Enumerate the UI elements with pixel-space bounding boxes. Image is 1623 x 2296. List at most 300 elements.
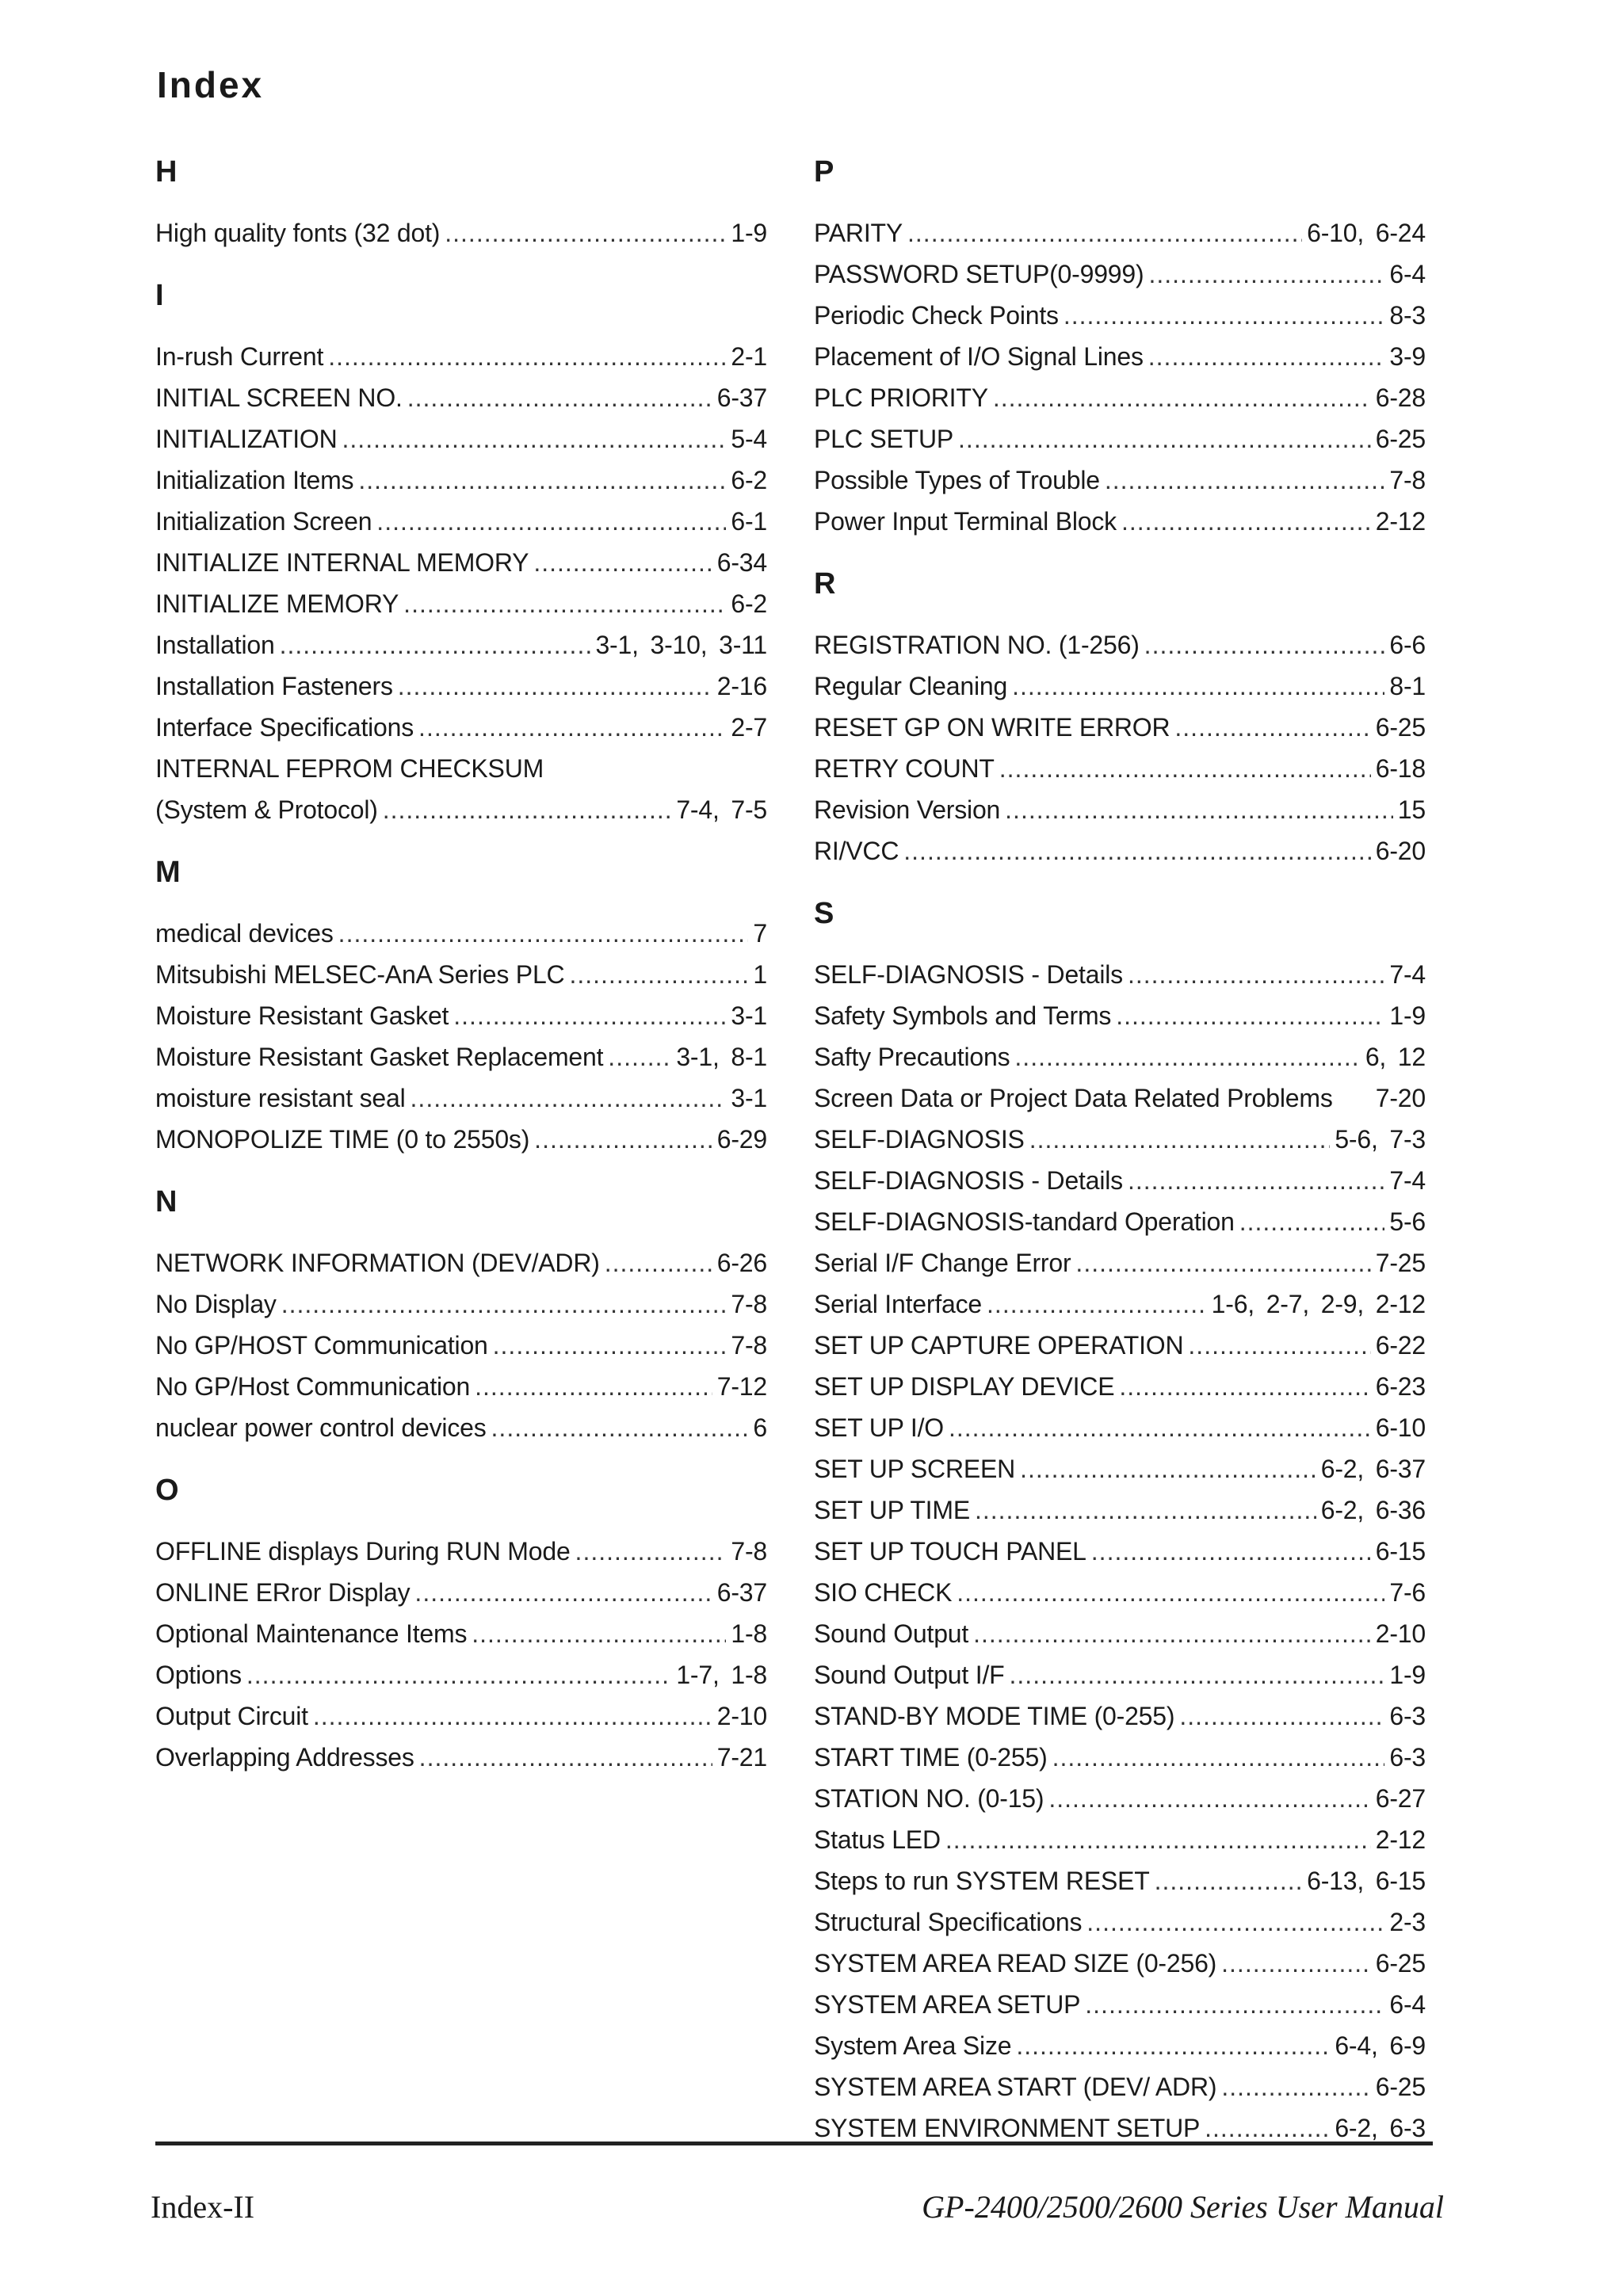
index-entry: [814, 1366, 1426, 1407]
dot-leader: [533, 542, 712, 583]
section-letter: S: [814, 897, 834, 930]
index-entry: [814, 1407, 1426, 1448]
section-gap: [155, 1160, 767, 1180]
index-entry-page: 1-7, 1-8: [676, 1661, 767, 1689]
page-title: Index: [157, 64, 265, 105]
index-entry-term: SIO CHECK: [814, 1578, 953, 1607]
dot-leader: [1014, 1036, 1360, 1077]
index-entry-term: NETWORK INFORMATION (DEV/ADR): [155, 1249, 600, 1277]
index-entry-term: SELF-DIAGNOSIS-tandard Operation: [814, 1207, 1235, 1236]
index-entry-page: 3-9: [1389, 342, 1426, 371]
index-entry: [814, 1860, 1426, 1901]
index-entry-term: SET UP DISPLAY DEVICE: [814, 1372, 1115, 1401]
index-entry-page: 7-21: [716, 1743, 767, 1772]
section-gap: [155, 830, 767, 851]
dot-leader: [1029, 1119, 1331, 1160]
index-entry: [814, 1901, 1426, 1943]
index-entry: [155, 1242, 767, 1283]
index-entry-term: RESET GP ON WRITE ERROR: [814, 713, 1170, 742]
index-entry: [814, 1160, 1426, 1201]
dot-leader: [1010, 1654, 1385, 1695]
index-entry-term: No GP/HOST Communication: [155, 1331, 488, 1360]
index-entry: [155, 789, 767, 830]
index-entry: [155, 1572, 767, 1613]
index-entry: [814, 1242, 1426, 1283]
footer-manual-title: GP-2400/2500/2600 Series User Manual: [922, 2189, 1444, 2225]
section-letter: R: [814, 567, 836, 601]
index-entry-page: 6-6: [1389, 631, 1426, 659]
dot-leader: [1075, 1242, 1370, 1283]
index-entry-page: 6-4, 6-9: [1335, 2031, 1426, 2060]
index-entry-term: medical devices: [155, 919, 334, 948]
footer-rule: [155, 2142, 1433, 2145]
dot-leader: [403, 583, 726, 624]
dot-leader: [338, 913, 749, 954]
index-entry: [814, 1201, 1426, 1242]
index-entry-term: Output Circuit: [155, 1702, 308, 1730]
index-entry: [155, 501, 767, 542]
index-entry-page: 6-25: [1375, 713, 1426, 742]
index-entry-term: Installation Fasteners: [155, 672, 393, 700]
index-entry-page: 6-37: [716, 1578, 767, 1607]
index-entry-term: SYSTEM AREA READ SIZE (0-256): [814, 1949, 1217, 1978]
index-entry-page: 7-4: [1389, 960, 1426, 989]
dot-leader: [569, 954, 748, 995]
index-entry-term: Regular Cleaning: [814, 672, 1008, 700]
index-entry-page: 6-2: [731, 466, 767, 494]
index-entry-page: 7-8: [731, 1290, 767, 1318]
index-entry: [155, 336, 767, 377]
index-entry-page: 1-8: [731, 1619, 767, 1648]
index-entry: [814, 1119, 1426, 1160]
dot-leader: [907, 212, 1302, 254]
index-entry-page: 6-29: [716, 1125, 767, 1154]
dot-leader: [411, 1077, 727, 1119]
dot-leader: [993, 377, 1371, 418]
index-entry: [155, 1325, 767, 1366]
index-entry-page: 6-4: [1389, 1990, 1426, 2019]
index-entry: [814, 1489, 1426, 1531]
dot-leader: [1116, 995, 1384, 1036]
index-entry-page: 6-4: [1389, 260, 1426, 288]
index-entry-page: 6-23: [1375, 1372, 1426, 1401]
index-entry-term: Overlapping Addresses: [155, 1743, 414, 1772]
index-entry-page: 2-3: [1389, 1908, 1426, 1936]
index-entry-term: RI/VCC: [814, 837, 899, 865]
index-entry: [155, 913, 767, 954]
index-entry-term: REGISTRATION NO. (1-256): [814, 631, 1140, 659]
dot-leader: [1128, 1160, 1384, 1201]
index-entry: [155, 542, 767, 583]
index-entry-page: 1-6, 2-7, 2-9, 2-12: [1211, 1290, 1426, 1318]
section-gap: [814, 542, 1426, 563]
index-entry-term: No Display: [155, 1290, 277, 1318]
index-entry: [155, 212, 767, 254]
dot-leader: [280, 624, 591, 666]
index-entry-term: No GP/Host Communication: [155, 1372, 471, 1401]
index-entry-term: Periodic Check Points: [814, 301, 1059, 330]
index-entry-term: RETRY COUNT: [814, 754, 995, 783]
index-entry-term: SELF-DIAGNOSIS - Details: [814, 1166, 1123, 1195]
index-entry: [814, 2025, 1426, 2066]
index-entry: [155, 1036, 767, 1077]
index-entry-page: 6-2, 6-3: [1335, 2114, 1426, 2142]
index-entry-term: Mitsubishi MELSEC-AnA Series PLC: [155, 960, 565, 989]
index-entry-page: 6-2, 6-37: [1320, 1455, 1426, 1483]
index-entry: [814, 254, 1426, 295]
index-entry: [814, 748, 1426, 789]
index-entry-page: 2-12: [1375, 507, 1426, 536]
index-entry: [814, 336, 1426, 377]
dot-leader: [987, 1283, 1207, 1325]
dot-leader: [949, 1407, 1371, 1448]
index-entry: [155, 1613, 767, 1654]
index-entry-term: SYSTEM AREA SETUP: [814, 1990, 1081, 2019]
dot-leader: [493, 1325, 727, 1366]
dot-leader: [491, 1407, 749, 1448]
index-entry-term: In-rush Current: [155, 342, 324, 371]
index-entry: [155, 1695, 767, 1737]
index-entry-page: 3-1, 3-10, 3-11: [595, 631, 767, 659]
dot-leader: [328, 336, 726, 377]
dot-leader: [445, 212, 726, 254]
index-entry-page: 1: [753, 960, 767, 989]
index-entry-page: 15: [1397, 795, 1426, 824]
index-entry-term: SET UP SCREEN: [814, 1455, 1016, 1483]
index-entry-page: 3-1: [731, 1084, 767, 1112]
index-entry-term: Installation: [155, 631, 275, 659]
index-entry: [814, 789, 1426, 830]
dot-leader: [246, 1654, 671, 1695]
index-entry-term: PLC PRIORITY: [814, 383, 988, 412]
section-gap: [155, 254, 767, 274]
dot-leader: [1144, 624, 1385, 666]
index-entry-term: INITIALIZE INTERNAL MEMORY: [155, 548, 529, 577]
index-entry: [155, 624, 767, 666]
index-entry-page: 7-8: [731, 1537, 767, 1566]
index-entry-term: SET UP I/O: [814, 1413, 944, 1442]
dot-leader: [1119, 1366, 1370, 1407]
index-entry-term: INTERNAL FEPROM CHECKSUM: [155, 754, 544, 783]
index-entry-page: 6-28: [1375, 383, 1426, 412]
index-entry: [814, 1036, 1426, 1077]
index-entry-page: 7-6: [1389, 1578, 1426, 1607]
index-entry-term: Revision Version: [814, 795, 1001, 824]
index-entry-term: Safety Symbols and Terms: [814, 1001, 1112, 1030]
dot-leader: [1148, 254, 1384, 295]
index-entry: [155, 1283, 767, 1325]
index-entry-page: 6-25: [1375, 2073, 1426, 2101]
index-entry: [814, 1737, 1426, 1778]
dot-leader: [383, 789, 672, 830]
index-entry: [155, 1077, 767, 1119]
index-entry-page: 6-10, 6-24: [1307, 219, 1426, 247]
index-entry-page: 3-1, 8-1: [676, 1043, 767, 1071]
index-entry-page: 7-4: [1389, 1166, 1426, 1195]
index-entry-page: 8-3: [1389, 301, 1426, 330]
dot-leader: [1148, 336, 1385, 377]
index-entry: [155, 418, 767, 460]
dot-leader: [999, 748, 1371, 789]
dot-leader: [313, 1695, 712, 1737]
index-entry-term: (System & Protocol): [155, 795, 378, 824]
index-entry-term: System Area Size: [814, 2031, 1012, 2060]
dot-leader: [472, 1613, 726, 1654]
index-entry: [155, 995, 767, 1036]
dot-leader: [407, 377, 712, 418]
dot-leader: [376, 501, 726, 542]
index-entry-term: STAND-BY MODE TIME (0-255): [814, 1702, 1175, 1730]
index-entry-term: Initialization Items: [155, 466, 354, 494]
index-entry-page: 6-25: [1375, 425, 1426, 453]
index-entry: [814, 1572, 1426, 1613]
section-gap: [155, 1448, 767, 1469]
dot-leader: [1005, 789, 1393, 830]
index-entry-page: 3-1: [731, 1001, 767, 1030]
index-entry-page: 7-4, 7-5: [676, 795, 767, 824]
dot-leader: [1155, 1860, 1303, 1901]
index-entry: [814, 418, 1426, 460]
index-entry-page: 6-2, 6-36: [1320, 1496, 1426, 1524]
index-entry-term: SELF-DIAGNOSIS: [814, 1125, 1025, 1154]
dot-leader: [903, 830, 1370, 871]
index-entry: [814, 295, 1426, 336]
index-entry: [814, 1448, 1426, 1489]
footer-page-label: Index-II: [151, 2189, 255, 2225]
section-letter: M: [155, 856, 181, 889]
index-entry: [814, 2066, 1426, 2107]
index-entry-term: Safty Precautions: [814, 1043, 1010, 1071]
index-entry-term: High quality fonts (32 dot): [155, 219, 441, 247]
index-entry: [814, 624, 1426, 666]
index-entry-term: Placement of I/O Signal Lines: [814, 342, 1144, 371]
dot-leader: [418, 707, 726, 748]
index-entry: [814, 377, 1426, 418]
dot-leader: [575, 1531, 727, 1572]
index-entry: [814, 707, 1426, 748]
index-entry-term: SET UP TIME: [814, 1496, 970, 1524]
index-entry: [814, 1943, 1426, 1984]
index-entry-term: Serial Interface: [814, 1290, 983, 1318]
index-entry-page: 5-6, 7-3: [1335, 1125, 1426, 1154]
index-entry: [814, 666, 1426, 707]
index-entry: [814, 1613, 1426, 1654]
index-entry: [155, 1119, 767, 1160]
dot-leader: [1020, 1448, 1316, 1489]
dot-leader: [534, 1119, 712, 1160]
dot-leader: [1174, 707, 1370, 748]
dot-leader: [453, 995, 726, 1036]
index-entry: [155, 460, 767, 501]
index-entry-term: Steps to run SYSTEM RESET: [814, 1867, 1150, 1895]
index-entry-page: 7-12: [716, 1372, 767, 1401]
dot-leader: [1085, 1984, 1384, 2025]
dot-leader: [1064, 295, 1385, 336]
dot-leader: [342, 418, 727, 460]
index-entry-page: 7: [753, 919, 767, 948]
index-entry-page: 6-22: [1375, 1331, 1426, 1360]
index-entry-page: 6-1: [731, 507, 767, 536]
index-entry-page: 2-10: [716, 1702, 767, 1730]
index-entry-page: 7-20: [1375, 1084, 1426, 1112]
dot-leader: [419, 1737, 712, 1778]
index-entry-term: Optional Maintenance Items: [155, 1619, 468, 1648]
index-entry-term: Status LED: [814, 1825, 941, 1854]
index-entry-term: INITIAL SCREEN NO.: [155, 383, 403, 412]
index-entry-term: PLC SETUP: [814, 425, 954, 453]
index-entry-term: Interface Specifications: [155, 713, 414, 742]
index-entry-page: 2-16: [716, 672, 767, 700]
index-entry: [814, 1325, 1426, 1366]
dot-leader: [1121, 501, 1371, 542]
dot-leader: [475, 1366, 712, 1407]
dot-leader: [1188, 1325, 1370, 1366]
index-entry-term: Screen Data or Project Data Related Problems: [814, 1084, 1333, 1112]
index-entry-page: 1-9: [731, 219, 767, 247]
index-entry-term: SET UP CAPTURE OPERATION: [814, 1331, 1184, 1360]
index-entry: [155, 1531, 767, 1572]
index-entry-term: ONLINE ERror Display: [155, 1578, 411, 1607]
index-entry-page: 2-1: [731, 342, 767, 371]
dot-leader: [945, 1819, 1371, 1860]
dot-leader: [1016, 2025, 1330, 2066]
index-entry-term: Structural Specifications: [814, 1908, 1083, 1936]
index-entry-page: 6-3: [1389, 1743, 1426, 1772]
dot-leader: [398, 666, 712, 707]
index-entry: [155, 583, 767, 624]
index-entry: [814, 212, 1426, 254]
index-entry-term: SYSTEM ENVIRONMENT SETUP: [814, 2114, 1201, 2142]
index-entry: [814, 830, 1426, 871]
index-entry: [155, 707, 767, 748]
index-entry-term: SYSTEM AREA START (DEV/ ADR): [814, 2073, 1217, 2101]
dot-leader: [1105, 460, 1384, 501]
index-entry-term: moisture resistant seal: [155, 1084, 406, 1112]
index-entry-term: PASSWORD SETUP(0-9999): [814, 260, 1144, 288]
index-entry-page: 7-25: [1375, 1249, 1426, 1277]
index-entry-page: 5-6: [1389, 1207, 1426, 1236]
index-entry-page: 6-13, 6-15: [1307, 1867, 1426, 1895]
index-entry-term: nuclear power control devices: [155, 1413, 487, 1442]
dot-leader: [1221, 2066, 1370, 2107]
index-entry-term: Options: [155, 1661, 242, 1689]
dot-leader: [414, 1572, 712, 1613]
index-column-left: [155, 151, 767, 1778]
dot-leader: [1086, 1901, 1384, 1943]
dot-leader: [1052, 1737, 1385, 1778]
dot-leader: [1012, 666, 1384, 707]
index-entry-page: 6-34: [716, 548, 767, 577]
section-gap: [814, 871, 1426, 892]
index-entry: [814, 1654, 1426, 1695]
section-letter: N: [155, 1185, 178, 1219]
dot-leader: [957, 1572, 1384, 1613]
index-entry-term: START TIME (0-255): [814, 1743, 1048, 1772]
dot-leader: [1048, 1778, 1370, 1819]
index-entry: [155, 1366, 767, 1407]
index-entry-term: SET UP TOUCH PANEL: [814, 1537, 1086, 1566]
index-entry-term: Serial I/F Change Error: [814, 1249, 1071, 1277]
index-entry-term: Sound Output: [814, 1619, 969, 1648]
index-entry-page: 2-7: [731, 713, 767, 742]
index-entry-term: Moisture Resistant Gasket Replacement: [155, 1043, 604, 1071]
dot-leader: [281, 1283, 727, 1325]
index-entry: [814, 1984, 1426, 2025]
index-entry: [814, 460, 1426, 501]
index-entry-page: 6-18: [1375, 754, 1426, 783]
dot-leader: [1179, 1695, 1384, 1737]
index-entry: [155, 666, 767, 707]
index-entry: [155, 1407, 767, 1448]
index-entry-page: 1-9: [1389, 1661, 1426, 1689]
dot-leader: [608, 1036, 671, 1077]
index-entry-term: SELF-DIAGNOSIS - Details: [814, 960, 1123, 989]
dot-leader: [358, 460, 726, 501]
index-entry: [814, 1531, 1426, 1572]
index-entry-page: 6-25: [1375, 1949, 1426, 1978]
index-entry-term: Initialization Screen: [155, 507, 372, 536]
dot-leader: [975, 1489, 1316, 1531]
index-entry: [155, 1654, 767, 1695]
index-entry-term: PARITY: [814, 219, 903, 247]
index-entry: [814, 995, 1426, 1036]
index-column-right: [814, 151, 1426, 2149]
dot-leader: [1221, 1943, 1371, 1984]
section-letter: I: [155, 279, 164, 312]
dot-leader: [1091, 1531, 1371, 1572]
index-entry-page: 6-2: [731, 589, 767, 618]
index-entry-page: 1-9: [1389, 1001, 1426, 1030]
index-entry-term: Moisture Resistant Gasket: [155, 1001, 449, 1030]
index-entry-page: 6-27: [1375, 1784, 1426, 1813]
index-entry-page: 8-1: [1389, 672, 1426, 700]
index-entry-page: 6-26: [716, 1249, 767, 1277]
index-entry: [814, 954, 1426, 995]
index-entry: [814, 501, 1426, 542]
index-entry: [814, 1077, 1426, 1119]
index-entry-term: STATION NO. (0-15): [814, 1784, 1044, 1813]
index-entry-page: 5-4: [731, 425, 767, 453]
index-entry-term: Possible Types of Trouble: [814, 466, 1100, 494]
index-entry-page: 6-37: [716, 383, 767, 412]
index-entry-page: 6-3: [1389, 1702, 1426, 1730]
index-entry-page: 2-12: [1375, 1825, 1426, 1854]
index-entry-page: 6-20: [1375, 837, 1426, 865]
index-entry-page: 7-8: [731, 1331, 767, 1360]
index-entry: [155, 954, 767, 995]
index-entry-term: OFFLINE displays During RUN Mode: [155, 1537, 571, 1566]
index-entry-term: INITIALIZE MEMORY: [155, 589, 399, 618]
index-entry: [155, 748, 767, 789]
index-entry-term: Sound Output I/F: [814, 1661, 1005, 1689]
index-entry-term: Power Input Terminal Block: [814, 507, 1117, 536]
dot-leader: [1128, 954, 1384, 995]
index-entry: [155, 377, 767, 418]
index-entry-page: 7-8: [1389, 466, 1426, 494]
index-entry-page: 6-10: [1375, 1413, 1426, 1442]
index-entry: [155, 1737, 767, 1778]
section-letter: O: [155, 1474, 179, 1507]
dot-leader: [973, 1613, 1371, 1654]
index-entry: [814, 1819, 1426, 1860]
dot-leader: [1239, 1201, 1385, 1242]
index-entry: [814, 1283, 1426, 1325]
dot-leader: [605, 1242, 712, 1283]
index-entry-page: 6: [753, 1413, 767, 1442]
index-entry: [814, 1695, 1426, 1737]
index-entry-page: 6, 12: [1365, 1043, 1426, 1071]
index-entry: [814, 1778, 1426, 1819]
